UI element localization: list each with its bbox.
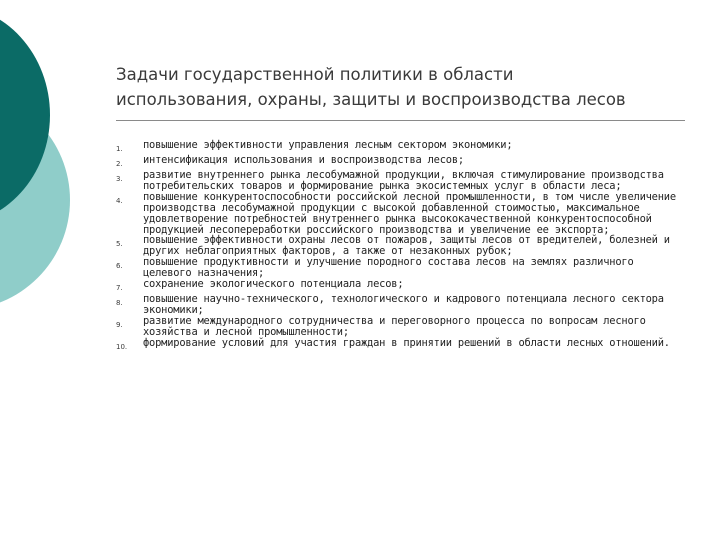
- slide-title-line2: использования, охраны, защиты и воспроизводства лесов: [116, 90, 626, 109]
- list-item: [116, 316, 686, 338]
- list-item: [116, 257, 686, 279]
- list-item-number: 10.: [116, 342, 128, 351]
- list-item-text: повышение научно-технического, технологического и кадрового потенциала лесного сектора экономики;: [143, 293, 664, 316]
- slide-title-line1: Задачи государственной политики в области: [116, 65, 514, 84]
- list-item-number: 2.: [116, 160, 123, 168]
- list-item: [116, 155, 686, 170]
- title-divider: [116, 120, 685, 121]
- list-item-text: повышение эффективности охраны лесов от пожаров, защиты лесов от вредителей, болезней и других неблагоприятных факторов, а также от незаконных рубок;: [143, 234, 670, 258]
- list-item: [116, 338, 686, 353]
- list-item-text: интенсификация использования и воспроизводства лесов;: [143, 154, 464, 166]
- list-item-text: формирование условий для участия граждан в принятии решений в области лесных отношений.: [143, 336, 670, 349]
- list-item: [116, 170, 686, 192]
- list-item: [116, 235, 686, 257]
- list-item: [116, 192, 686, 236]
- list-item: [116, 294, 686, 316]
- list-item-number: 8.: [116, 299, 123, 308]
- list-item-text: развитие внутреннего рынка лесобумажной продукции, включая стимулирование производства потребительских товаров и формирование рынка экосистемных услуг в области леса;: [143, 169, 664, 192]
- list-item-number: 7.: [116, 284, 123, 293]
- list-item-text: сохранение экологического потенциала лесов;: [143, 278, 404, 291]
- list-item-number: 5.: [116, 240, 123, 249]
- slide-title: [116, 62, 696, 112]
- list-item-text: повышение конкурентоспособности российской лесной промышленности, в том числе увеличение производства лесобумажной продукции с высокой добавленной стоимостью, максимальное удовлетворение потребностей внутреннего рынка высококачественной конкурентоспособной продукцией лесопереработки российского производства и увеличение ее экспорта;: [143, 190, 676, 236]
- tasks-list: [116, 140, 686, 353]
- list-item-number: 4.: [116, 196, 123, 205]
- list-item-text: повышение эффективности управления лесным сектором экономики;: [143, 139, 513, 151]
- list-item-text: развитие международного сотрудничества и переговорного процесса по вопросам лесного хозяйства и лесной промышленности;: [143, 314, 646, 338]
- list-item-text: повышение продуктивности и улучшение породного состава лесов на землях различного целевого назначения;: [143, 256, 634, 280]
- list-item-number: 3.: [116, 175, 123, 183]
- list-item-number: 1.: [116, 145, 123, 153]
- list-item-number: 9.: [116, 320, 123, 329]
- list-item-number: 6.: [116, 262, 123, 271]
- list-item: [116, 140, 686, 155]
- list-item: [116, 279, 686, 294]
